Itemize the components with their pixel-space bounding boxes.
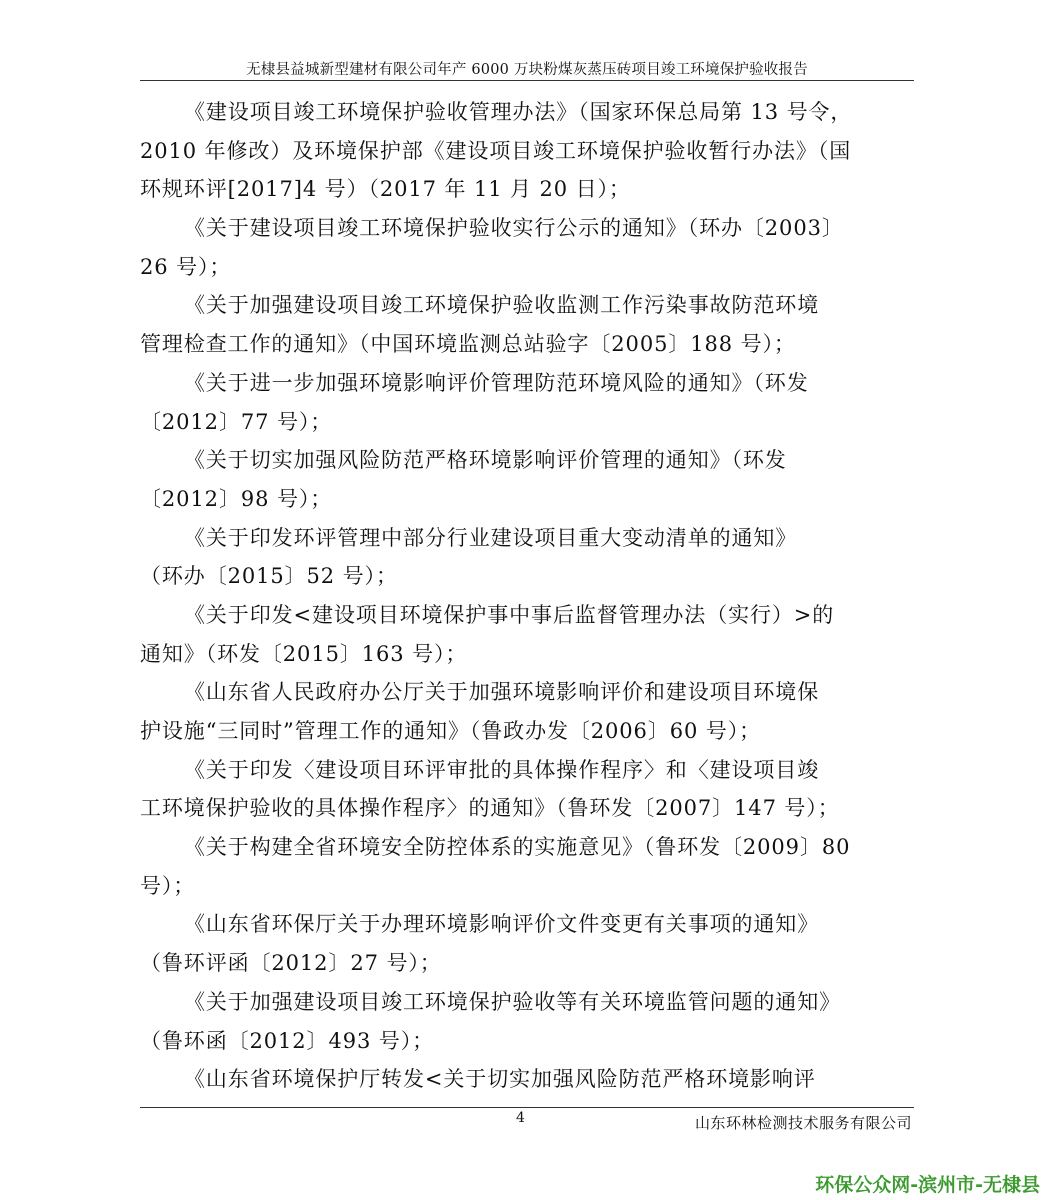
watermark-text: 环保公众网-滨州市-无棣县 — [815, 1174, 1040, 1196]
text-line: 护设施“三同时”管理工作的通知》（鲁政办发〔2006〕60 号）； — [140, 719, 762, 743]
text-line: （环办〔2015〕52 号）； — [140, 564, 398, 589]
text-line: （鲁环评函〔2012〕27 号）； — [140, 951, 442, 976]
text-line: 《关于建设项目竣工环境保护验收实行公示的通知》（环办〔2003〕 — [184, 216, 844, 241]
text-line: 《关于构建全省环境安全防控体系的实施意见》（鲁环发〔2009〕80 — [184, 835, 851, 860]
text-line: 工环境保护验收的具体操作程序〉的通知》（鲁环发〔2007〕147 号）； — [140, 796, 840, 821]
text-line: 《关于加强建设项目竣工环境保护验收监测工作污染事故防范环境 — [184, 293, 820, 318]
text-line: 〔2012〕98 号）； — [140, 486, 333, 511]
text-line: 《关于加强建设项目竣工环境保护验收等有关环境监管问题的通知》 — [184, 989, 841, 1014]
text-line: 《关于印发〈建设项目环评审批的具体操作程序〉和〈建设项目竣 — [184, 757, 820, 782]
text-line: 号）； — [140, 873, 196, 898]
text-line: 管理检查工作的通知》（中国环境监测总站验字〔2005〕188 号）； — [140, 332, 796, 357]
document-body — [140, 93, 914, 1099]
text-line: （鲁环函〔2012〕493 号）； — [140, 1028, 435, 1053]
text-line: 《建设项目竣工环境保护验收管理办法》（国家环保总局第 13 号令， — [184, 100, 853, 124]
page-header-title: 无棣县益城新型建材有限公司年产 6000 万块粉煤灰蒸压砖项目竣工环境保护验收报告 — [246, 62, 808, 78]
footer-divider — [140, 1107, 914, 1108]
text-line: 26 号）； — [140, 254, 232, 279]
header-divider — [140, 80, 914, 81]
text-line: 《山东省人民政府办公厅关于加强环境影响评价和建设项目环境保 — [184, 680, 820, 705]
footer-company: 山东环林检测技术服务有限公司 — [694, 1114, 912, 1132]
page-number: 4 — [516, 1110, 525, 1126]
text-line: 通知》（环发〔2015〕163 号）； — [140, 641, 468, 666]
text-line: 《山东省环境保护厅转发<关于切实加强风险防范严格环境影响评 — [184, 1067, 816, 1092]
text-line: 《关于印发<建设项目环境保护事中事后监督管理办法（实行）>的 — [184, 602, 835, 627]
text-line: 环规环评[2017]4 号）（2017 年 11 月 20 日）； — [140, 177, 631, 202]
text-line: 〔2012〕77 号）； — [140, 409, 333, 434]
text-line: 《关于印发环评管理中部分行业建设项目重大变动清单的通知》 — [184, 525, 798, 550]
text-line: 2010 年修改）及环境保护部《建设项目竣工环境保护验收暂行办法》（国 — [140, 138, 852, 163]
text-line: 《关于切实加强风险防范严格环境影响评价管理的通知》（环发 — [184, 448, 787, 473]
text-line: 《关于进一步加强环境影响评价管理防范环境风险的通知》（环发 — [184, 370, 809, 395]
text-line: 《山东省环保厅关于办理环境影响评价文件变更有关事项的通知》 — [184, 912, 820, 937]
